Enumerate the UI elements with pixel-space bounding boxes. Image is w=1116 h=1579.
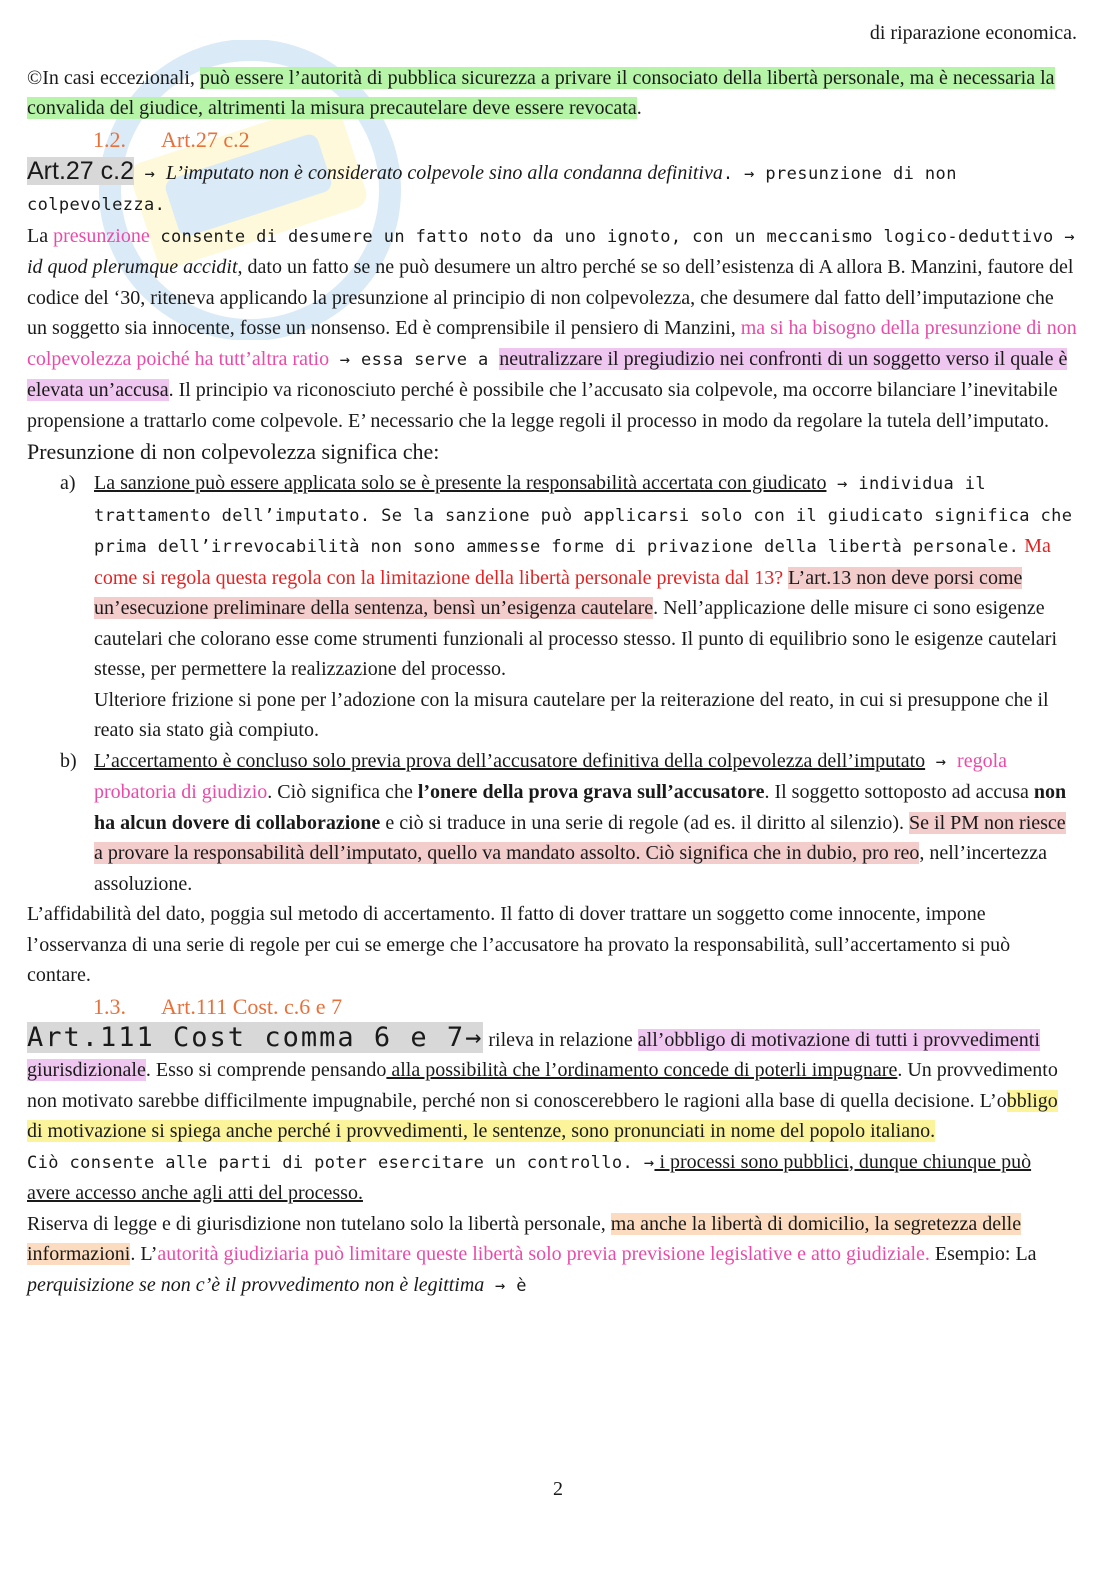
subheading-presunzione: Presunzione di non colpevolezza significa che: — [27, 439, 440, 464]
paragraph-controllo: Ciò consente alle parti di poter esercitare un controllo. → i processi sono pubblici, dunque chiunque può avere accesso anche agli atti del processo. — [27, 1150, 1032, 1204]
continuation-line: di riparazione economica. — [869, 22, 1077, 44]
meaning-list — [27, 468, 1077, 899]
paragraph-eccezionali: ©In casi eccezionali, può essere l’autorità di pubblica sicurezza a privare il consociato della libertà personale, ma è necessaria la convalida del giudice, altrimenti la misura precautelare deve essere revocata. — [27, 66, 1055, 119]
list-item-a: a) La sanzione può essere applicata solo se è presente la responsabilità accertata con giudicato → individua il trattamento dell’imputato. Se la sanzione può applicarsi solo con il giudicato significa che prima dell’irrevocabilità non sono ammesse forme di privazione della libertà personale. Ma come si regola questa regola con la limitazione della libertà personale prevista dal 13? L’art.13 non deve porsi come un’esecuzione preliminare della sentenza, bensì un’esigenza cautelare. Nell’applicazione delle misure ci sono esigenze cautelari che colorano esse come strumenti funzionali al processo stesso. Il punto di equilibrio sono le esigenze cautelari stesse, per permettere la realizzazione del processo. Ulteriore frizione si pone per l’adozione con la misura cautelare per la reiterazione del reato, in cui si presuppone che il reato sia stato già compiuto. — [60, 472, 1073, 741]
document-page — [27, 18, 1077, 1301]
list-item-b: b) L’accertamento è concluso solo previa prova dell’accusatore definitiva della colpevolezza dell’imputato → regola probatoria di giudizio. Ciò significa che l’onere della prova grava sull’accusatore. Il soggetto sottoposto ad accusa non ha alcun dovere di collaborazione e ciò si traduce in una serie di regole (ad es. il diritto al silenzio). Se il PM non riesce a provare la responsabilità dell’imputato, quello va mandato assolto. Ciò significa che in dubio, pro reo, nell’incertezza assoluzione. — [60, 749, 1067, 895]
article-label: Art.27 c.2 — [27, 156, 134, 185]
paragraph-art111: Art.111 Cost comma 6 e 7→ rileva in relazione all’obbligo di motivazione di tutti i provvedimenti giurisdizionale. Esso si comprende pensando alla possibilità che l’ordinamento concede di poterli impugnare. Un provvedimento non motivato sarebbe difficilmente impugnabile, perché non si conoscerebbero le ragioni alla base di quella decisione. L’obbligo di motivazione si spiega anche perché i provvedimenti, le sentenze, sono pronunciati in nome del popolo italiano. — [27, 1021, 1058, 1142]
article-label: Art.111 Cost comma 6 e 7→ — [27, 1021, 484, 1053]
section-heading-1-3: 1.3. Art.111 Cost. c.6 e 7 — [93, 993, 343, 1019]
paragraph-affidabilita: L’affidabilità del dato, poggia sul metodo di accertamento. Il fatto di dover trattare un soggetto come innocente, impone l’osservanza di una serie di regole per cui se emerge che l’accusatore ha provato la responsabilità, sull’accertamento si può contare. — [27, 903, 1011, 986]
paragraph-art27: Art.27 c.2 → L’imputato non è considerato colpevole sino alla condanna definitiva. → presunzione di non colpevolezza. — [27, 156, 957, 215]
paragraph-presunzione: La presunzione consente di desumere un fatto noto da uno ignoto, con un meccanismo logico-deduttivo → id quod plerumque accidit, dato un fatto se ne può desumere un altro perché se so dell’esistenza di A allora B. Manzini, fautore del codice del ‘30, riteneva applicando la presunzione al principio di non colpevolezza, che desumere dal fatto dell’imputazione che un soggetto sia innocente, fosse un nonsenso. Ed è comprensibile il pensiero di Manzini, ma si ha bisogno della presunzione di non colpevolezza poiché ha tutt’altra ratio → essa serve a neutralizzare il pregiudizio nei confronti di un soggetto verso il quale è elevata un’accusa. Il principio va riconosciuto perché è possibile che l’accusato sia colpevole, ma occorre bilanciare l’inevitabile propensione a trattarlo come colpevole. E’ necessario che la legge regoli il processo in modo da regolare la tutela dell’imputato. — [27, 224, 1077, 432]
section-heading-1-2: 1.2. Art.27 c.2 — [93, 126, 250, 152]
page-number: 2 — [553, 1478, 563, 1500]
paragraph-riserva: Riserva di legge e di giurisdizione non tutelano solo la libertà personale, ma anche la libertà di domicilio, la segretezza delle informazioni. L’autorità giudiziaria può limitare queste libertà solo previa previsione legislative e atto giudiziale. Esempio: La perquisizione se non c’è il provvedimento non è legittima → è — [27, 1212, 1037, 1296]
